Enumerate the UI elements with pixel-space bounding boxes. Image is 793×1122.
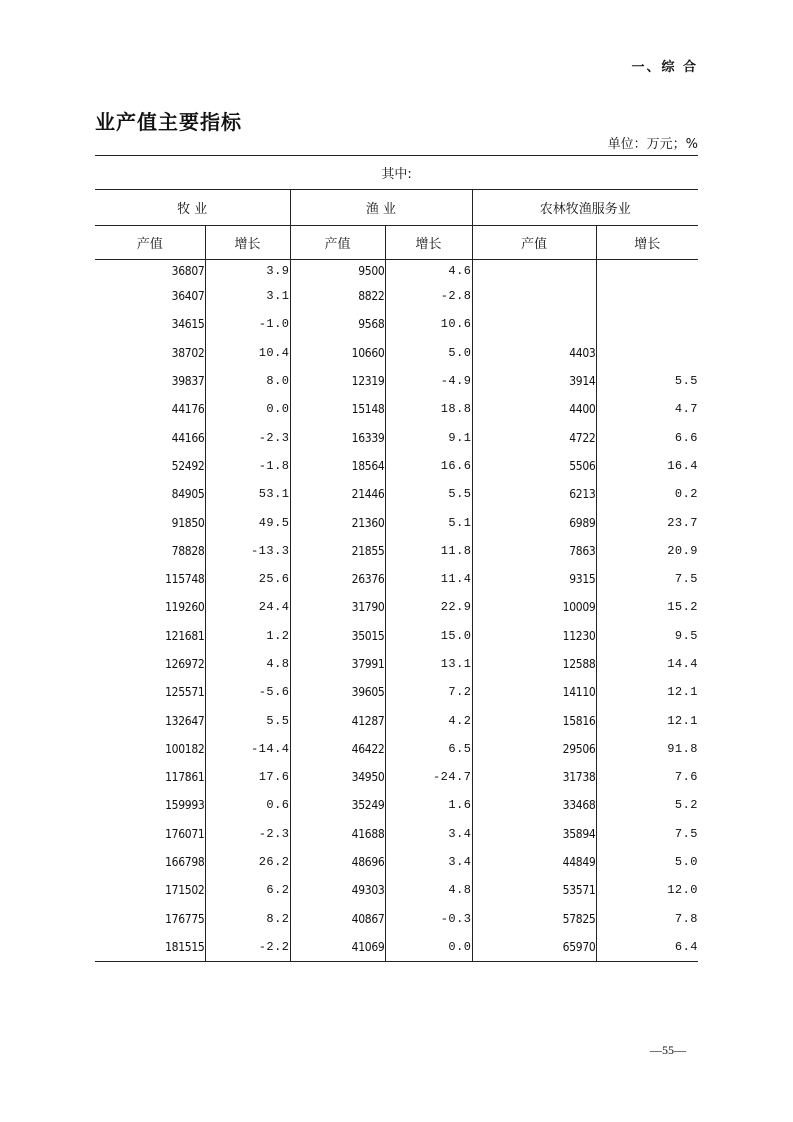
output-cell: 65970 bbox=[472, 933, 596, 962]
growth-cell: 5.0 bbox=[674, 855, 699, 870]
table-row bbox=[95, 791, 698, 819]
growth-cell: -1.0 bbox=[205, 310, 290, 338]
page-number: —55— bbox=[650, 1043, 686, 1057]
output-cell: 176071 bbox=[95, 820, 205, 848]
output-cell: 125571 bbox=[95, 678, 205, 706]
output-cell: 26376 bbox=[290, 565, 385, 593]
output-cell bbox=[472, 282, 596, 310]
output-cell bbox=[472, 260, 596, 283]
growth-cell: 26.2 bbox=[205, 848, 290, 876]
growth-cell: 22.9 bbox=[385, 593, 472, 621]
growth-cell: 91.8 bbox=[667, 741, 699, 756]
output-cell: 11230 bbox=[472, 622, 596, 650]
growth-cell: 7.5 bbox=[674, 826, 699, 841]
output-cell: 36807 bbox=[95, 260, 205, 283]
growth-cell: 6.6 bbox=[674, 430, 699, 445]
table-row bbox=[95, 593, 698, 621]
output-cell: 39605 bbox=[290, 678, 385, 706]
growth-cell: 5.2 bbox=[674, 798, 699, 813]
output-cell: 171502 bbox=[95, 876, 205, 904]
output-cell bbox=[472, 310, 596, 338]
output-cell: 4400 bbox=[472, 395, 596, 423]
output-cell: 33468 bbox=[472, 791, 596, 819]
growth-cell: 5.5 bbox=[205, 706, 290, 734]
growth-cell: 20.9 bbox=[667, 543, 699, 558]
sub-header-growth: 增长 bbox=[596, 226, 698, 260]
output-cell: 41069 bbox=[290, 933, 385, 962]
table-body bbox=[95, 260, 698, 962]
sub-header-output: 产值 bbox=[472, 226, 596, 260]
growth-cell: 9.5 bbox=[674, 628, 699, 643]
output-cell: 119260 bbox=[95, 593, 205, 621]
output-cell: 52492 bbox=[95, 452, 205, 480]
growth-cell: 53.1 bbox=[205, 480, 290, 508]
output-cell: 126972 bbox=[95, 650, 205, 678]
output-cell: 35894 bbox=[472, 820, 596, 848]
growth-cell: 17.6 bbox=[205, 763, 290, 791]
growth-cell: 5.0 bbox=[385, 339, 472, 367]
output-cell: 41287 bbox=[290, 706, 385, 734]
sub-header-output: 产值 bbox=[290, 226, 385, 260]
output-cell: 14110 bbox=[472, 678, 596, 706]
output-cell: 10009 bbox=[472, 593, 596, 621]
growth-cell: 8.2 bbox=[205, 905, 290, 933]
output-cell: 34615 bbox=[95, 310, 205, 338]
table-row bbox=[95, 820, 698, 848]
table-row bbox=[95, 423, 698, 451]
table-row bbox=[95, 452, 698, 480]
growth-cell: -13.3 bbox=[205, 537, 290, 565]
output-cell: 10660 bbox=[290, 339, 385, 367]
growth-cell: -24.7 bbox=[385, 763, 472, 791]
table-row bbox=[95, 848, 698, 876]
growth-cell: 4.8 bbox=[205, 650, 290, 678]
growth-cell bbox=[596, 339, 698, 367]
page-title: 业产值主要指标 bbox=[95, 110, 242, 134]
growth-cell: 7.8 bbox=[674, 911, 699, 926]
output-cell: 115748 bbox=[95, 565, 205, 593]
output-cell: 181515 bbox=[95, 933, 205, 962]
output-cell: 100182 bbox=[95, 735, 205, 763]
growth-cell: 0.6 bbox=[205, 791, 290, 819]
output-cell: 49303 bbox=[290, 876, 385, 904]
growth-cell: 15.0 bbox=[385, 622, 472, 650]
growth-cell bbox=[596, 310, 698, 338]
growth-cell: 4.2 bbox=[385, 706, 472, 734]
output-cell: 117861 bbox=[95, 763, 205, 791]
output-cell: 12319 bbox=[290, 367, 385, 395]
growth-cell: -0.3 bbox=[385, 905, 472, 933]
growth-cell: 5.5 bbox=[674, 374, 699, 389]
table-row bbox=[95, 282, 698, 310]
sub-header-growth: 增长 bbox=[205, 226, 290, 260]
growth-cell: -2.3 bbox=[205, 820, 290, 848]
output-cell: 4403 bbox=[472, 339, 596, 367]
growth-cell: -1.8 bbox=[205, 452, 290, 480]
output-cell: 36407 bbox=[95, 282, 205, 310]
growth-cell: 4.7 bbox=[674, 402, 699, 417]
output-cell: 15816 bbox=[472, 706, 596, 734]
growth-cell: 49.5 bbox=[205, 508, 290, 536]
data-table bbox=[95, 155, 698, 962]
table-row bbox=[95, 537, 698, 565]
growth-cell: 1.2 bbox=[205, 622, 290, 650]
output-cell: 40867 bbox=[290, 905, 385, 933]
output-cell: 44849 bbox=[472, 848, 596, 876]
output-cell: 15148 bbox=[290, 395, 385, 423]
growth-cell: 8.0 bbox=[205, 367, 290, 395]
output-cell: 31790 bbox=[290, 593, 385, 621]
growth-cell: 24.4 bbox=[205, 593, 290, 621]
growth-cell: -5.6 bbox=[205, 678, 290, 706]
growth-cell: 0.0 bbox=[205, 395, 290, 423]
output-cell: 9500 bbox=[290, 260, 385, 283]
output-cell: 121681 bbox=[95, 622, 205, 650]
growth-cell: 5.5 bbox=[385, 480, 472, 508]
output-cell: 44176 bbox=[95, 395, 205, 423]
sub-header-output: 产值 bbox=[95, 226, 205, 260]
output-cell: 3914 bbox=[472, 367, 596, 395]
output-cell: 41688 bbox=[290, 820, 385, 848]
growth-cell bbox=[596, 282, 698, 310]
output-cell: 44166 bbox=[95, 423, 205, 451]
output-cell: 53571 bbox=[472, 876, 596, 904]
output-cell: 37991 bbox=[290, 650, 385, 678]
growth-cell: 14.4 bbox=[667, 657, 699, 671]
section-header: 一、综 合 bbox=[631, 60, 698, 75]
growth-cell: 0.0 bbox=[385, 933, 472, 962]
growth-cell: 23.7 bbox=[667, 515, 699, 530]
table-row bbox=[95, 622, 698, 650]
output-cell: 57825 bbox=[472, 905, 596, 933]
output-cell: 38702 bbox=[95, 339, 205, 367]
output-cell: 46422 bbox=[290, 735, 385, 763]
table-row bbox=[95, 480, 698, 508]
growth-cell: 7.6 bbox=[674, 770, 699, 785]
output-cell: 7863 bbox=[472, 537, 596, 565]
output-cell: 31738 bbox=[472, 763, 596, 791]
output-cell: 16339 bbox=[290, 423, 385, 451]
table-row bbox=[95, 678, 698, 706]
output-cell: 39837 bbox=[95, 367, 205, 395]
output-cell: 9568 bbox=[290, 310, 385, 338]
output-cell: 8822 bbox=[290, 282, 385, 310]
table-top-header: 其中: bbox=[95, 156, 698, 190]
growth-cell: 1.6 bbox=[385, 791, 472, 819]
growth-cell: 5.1 bbox=[385, 508, 472, 536]
group-header-services: 农林牧渔服务业 bbox=[472, 190, 698, 226]
growth-cell: 7.2 bbox=[385, 678, 472, 706]
growth-cell: 0.2 bbox=[674, 487, 699, 502]
table-row bbox=[95, 395, 698, 423]
output-cell: 159993 bbox=[95, 791, 205, 819]
growth-cell: 13.1 bbox=[385, 650, 472, 678]
output-cell: 48696 bbox=[290, 848, 385, 876]
table-row bbox=[95, 339, 698, 367]
output-cell: 91850 bbox=[95, 508, 205, 536]
growth-cell: 11.8 bbox=[385, 537, 472, 565]
output-cell: 6989 bbox=[472, 508, 596, 536]
growth-cell: 12.1 bbox=[667, 713, 699, 728]
growth-cell: -2.3 bbox=[205, 423, 290, 451]
growth-cell: 18.8 bbox=[385, 395, 472, 423]
output-cell: 9315 bbox=[472, 565, 596, 593]
growth-cell bbox=[596, 260, 698, 283]
growth-cell: 4.8 bbox=[385, 876, 472, 904]
output-cell: 176775 bbox=[95, 905, 205, 933]
growth-cell: -2.2 bbox=[205, 933, 290, 962]
table-row bbox=[95, 260, 698, 283]
growth-cell: -2.8 bbox=[385, 282, 472, 310]
output-cell: 166798 bbox=[95, 848, 205, 876]
growth-cell: 12.0 bbox=[667, 883, 699, 898]
output-cell: 34950 bbox=[290, 763, 385, 791]
group-header-animal-husbandry: 牧 业 bbox=[95, 190, 290, 226]
group-header-fishery: 渔 业 bbox=[290, 190, 472, 226]
growth-cell: 3.4 bbox=[385, 848, 472, 876]
sub-header-growth: 增长 bbox=[385, 226, 472, 260]
table-row bbox=[95, 508, 698, 536]
table-row bbox=[95, 565, 698, 593]
growth-cell: -4.9 bbox=[385, 367, 472, 395]
output-cell: 35015 bbox=[290, 622, 385, 650]
growth-cell: 25.6 bbox=[205, 565, 290, 593]
table-row bbox=[95, 310, 698, 338]
output-cell: 21360 bbox=[290, 508, 385, 536]
growth-cell: 7.5 bbox=[674, 572, 699, 587]
output-cell: 35249 bbox=[290, 791, 385, 819]
growth-cell: 3.1 bbox=[205, 282, 290, 310]
growth-cell: 3.9 bbox=[205, 260, 290, 283]
output-cell: 12588 bbox=[472, 650, 596, 678]
table-row bbox=[95, 367, 698, 395]
output-cell: 21446 bbox=[290, 480, 385, 508]
growth-cell: 16.4 bbox=[667, 458, 699, 473]
growth-cell: 16.6 bbox=[385, 452, 472, 480]
output-cell: 18564 bbox=[290, 452, 385, 480]
table-row bbox=[95, 905, 698, 933]
growth-cell: 12.1 bbox=[667, 685, 699, 700]
growth-cell: 9.1 bbox=[385, 423, 472, 451]
output-cell: 132647 bbox=[95, 706, 205, 734]
growth-cell: 10.4 bbox=[205, 339, 290, 367]
growth-cell: 15.2 bbox=[667, 600, 699, 615]
table-row bbox=[95, 876, 698, 904]
growth-cell: 4.6 bbox=[385, 260, 472, 283]
output-cell: 84905 bbox=[95, 480, 205, 508]
output-cell: 6213 bbox=[472, 480, 596, 508]
table-row bbox=[95, 650, 698, 678]
table-row bbox=[95, 735, 698, 763]
table-row bbox=[95, 763, 698, 791]
output-cell: 21855 bbox=[290, 537, 385, 565]
output-cell: 5506 bbox=[472, 452, 596, 480]
growth-cell: -14.4 bbox=[205, 735, 290, 763]
growth-cell: 6.5 bbox=[385, 735, 472, 763]
output-cell: 78828 bbox=[95, 537, 205, 565]
growth-cell: 10.6 bbox=[385, 310, 472, 338]
growth-cell: 11.4 bbox=[385, 565, 472, 593]
unit-label: 单位：万元；% bbox=[607, 137, 698, 152]
growth-cell: 6.2 bbox=[205, 876, 290, 904]
growth-cell: 3.4 bbox=[385, 820, 472, 848]
table-row bbox=[95, 706, 698, 734]
output-cell: 29506 bbox=[472, 735, 596, 763]
table-row bbox=[95, 933, 698, 962]
growth-cell: 6.4 bbox=[596, 933, 698, 962]
output-cell: 4722 bbox=[472, 423, 596, 451]
